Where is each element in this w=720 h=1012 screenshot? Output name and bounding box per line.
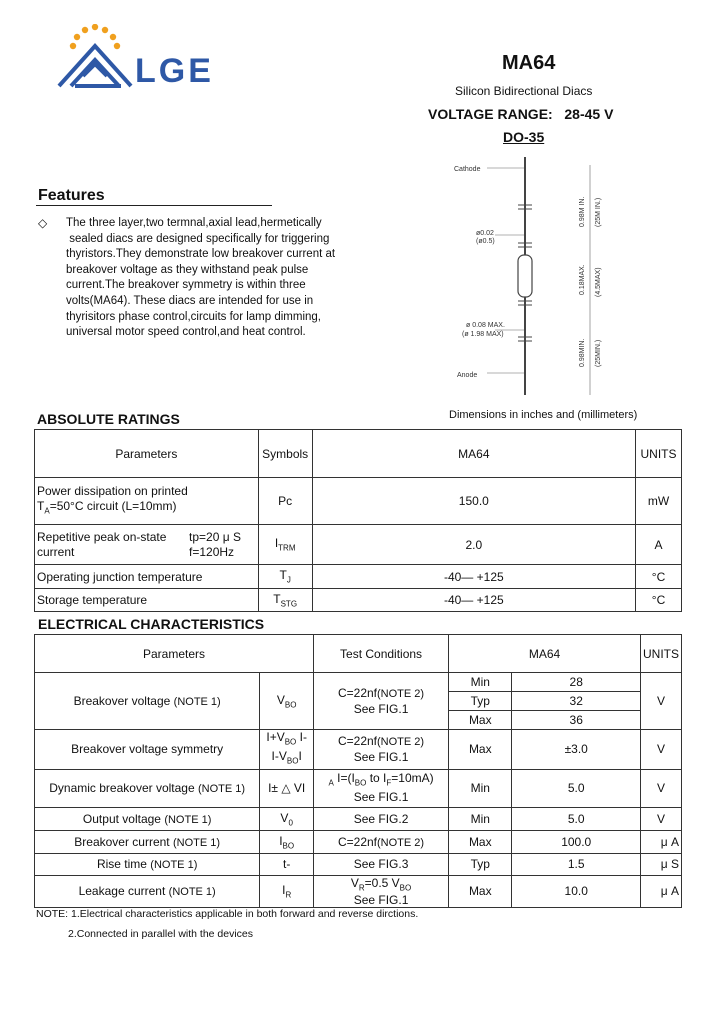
symbol-subscript: BO xyxy=(284,737,297,747)
do35-package-diagram xyxy=(440,155,620,400)
condition-subscript: F xyxy=(386,778,392,788)
note-1: NOTE: 1.Electrical characteristics applicable in both forward and reverse dirctions. xyxy=(36,908,419,920)
param-text: Rise time xyxy=(96,857,147,872)
symbol-text: I-V xyxy=(271,749,287,764)
symbol-text: I xyxy=(298,749,302,764)
feature-line: universal motor speed control,and heat control. xyxy=(66,326,306,339)
symbol-subscript: BO xyxy=(282,840,295,850)
symbol-text: I xyxy=(274,536,279,551)
table-header-row xyxy=(35,430,682,478)
feature-line: current.The breakover symmetry is within three xyxy=(66,279,306,292)
package-name: DO-35 xyxy=(503,129,545,145)
header-ma64: MA64 xyxy=(312,430,635,478)
feature-line: The three layer,two termnal,axial lead,hermetically xyxy=(66,217,322,229)
param-note: (NOTE 1) xyxy=(198,783,246,796)
param-text: Repetitive peak on-state xyxy=(37,529,167,544)
param-cond: tp=20 μ S xyxy=(189,529,241,544)
condition-text: C=22nf xyxy=(337,733,378,748)
table-row xyxy=(35,769,682,807)
absolute-ratings-table xyxy=(34,429,682,612)
param-text: Breakover voltage xyxy=(73,694,171,708)
condition-text: I=(I xyxy=(333,771,355,786)
symbol-subscript: J xyxy=(286,575,291,585)
absolute-ratings-title: ABSOLUTE RATINGS xyxy=(37,411,180,427)
param-text: Leakage current xyxy=(78,884,166,899)
symbol-cell xyxy=(260,730,314,770)
value-cell: 32 xyxy=(512,692,640,711)
condition-line xyxy=(316,734,446,750)
condition-text: =0.5 V xyxy=(364,875,400,890)
feature-line: volts(MA64). These diacs are intended for use in xyxy=(66,294,314,307)
features-divider xyxy=(36,205,272,206)
len2-label: 0.18MAX. xyxy=(579,264,586,295)
param-note: (NOTE 1) xyxy=(168,886,216,899)
condition-line: See FIG.1 xyxy=(353,749,409,764)
cathode-label: Cathode xyxy=(454,166,481,173)
table-row xyxy=(35,478,682,525)
condition-text: V xyxy=(350,875,359,890)
symbol-cell: Pc xyxy=(258,478,312,525)
unit-cell: °C xyxy=(636,565,682,589)
feature-line: breakover voltage as they withstand peak pulse xyxy=(66,263,309,276)
param-cell: Storage temperature xyxy=(35,589,259,612)
unit-cell: °C xyxy=(636,589,682,612)
param-line: Power dissipation on printed xyxy=(37,483,188,498)
table-row xyxy=(35,875,682,907)
symbol-subscript: STG xyxy=(280,599,298,609)
condition-line: See FIG.1 xyxy=(353,790,409,805)
condition-line: See FIG.1 xyxy=(353,701,409,716)
symbol-subscript: BO xyxy=(286,756,299,766)
table-row xyxy=(35,673,682,692)
value-cell: 1.5 xyxy=(512,853,640,875)
symbol-subscript: 0 xyxy=(288,817,293,827)
len1-label: 0.98M IN. xyxy=(579,196,586,227)
symbol-text: V xyxy=(280,810,289,825)
symbol-cell xyxy=(258,525,312,565)
symbol-subscript: TRM xyxy=(278,543,296,553)
param-cell xyxy=(35,769,260,807)
len3-mm-label: (25MIN.) xyxy=(595,339,602,367)
unit-cell: V xyxy=(640,730,681,770)
param-note: (NOTE 1) xyxy=(172,836,221,849)
table-row xyxy=(35,589,682,612)
value-cell: 10.0 xyxy=(512,875,640,907)
condition-cell: See FIG.2 xyxy=(314,807,449,830)
unit-cell: μ S xyxy=(640,853,681,875)
condition-text: to I xyxy=(366,771,387,786)
symbol-text: I xyxy=(282,883,286,898)
condition-cell xyxy=(314,730,449,770)
limit-cell: Typ xyxy=(449,692,512,711)
param-rest: =50°C circuit (L=10mm) xyxy=(49,498,177,513)
symbol-text: I+V xyxy=(266,730,285,744)
condition-text: =10mA) xyxy=(391,771,434,786)
param-text: Breakover current xyxy=(74,834,170,849)
param-text: Output voltage xyxy=(82,811,161,826)
symbol-cell xyxy=(260,830,314,853)
condition-line xyxy=(316,771,446,790)
value-cell: 100.0 xyxy=(512,830,640,853)
symbol-line xyxy=(262,730,311,749)
symbol-cell: t- xyxy=(260,853,314,875)
condition-line: See FIG.1 xyxy=(353,893,409,908)
value-cell: 150.0 xyxy=(312,478,635,525)
symbol-cell xyxy=(260,807,314,830)
condition-subscript: BO xyxy=(399,883,412,893)
param-text: current xyxy=(37,544,75,559)
param-cell xyxy=(35,525,259,565)
condition-line xyxy=(316,876,446,894)
feature-line: sealed diacs are designed specifically for triggering xyxy=(66,232,330,245)
unit-cell: V xyxy=(640,673,681,730)
condition-cell: See FIG.3 xyxy=(314,853,449,875)
len1-mm-label: (25M IN.) xyxy=(595,197,602,227)
param-cell xyxy=(35,807,260,830)
condition-note: (NOTE 2) xyxy=(377,836,425,849)
value-cell: 36 xyxy=(512,711,640,730)
param-cell xyxy=(35,478,259,525)
table-row xyxy=(35,525,682,565)
symbol-cell xyxy=(260,875,314,907)
unit-cell: V xyxy=(640,769,681,807)
table-row xyxy=(35,807,682,830)
condition-text: C=22nf xyxy=(337,834,378,849)
header-ma64: MA64 xyxy=(449,635,641,673)
value-cell: ±3.0 xyxy=(512,730,640,770)
symbol-text: I xyxy=(279,833,283,848)
condition-note: (NOTE 2) xyxy=(377,735,425,748)
diamond-bullet-icon: ◇ xyxy=(38,216,48,230)
header-parameters: Parameters xyxy=(35,635,314,673)
param-cell xyxy=(35,830,260,853)
part-number: MA64 xyxy=(502,52,556,74)
limit-cell: Max xyxy=(449,875,512,907)
limit-cell: Min xyxy=(449,673,512,692)
condition-line xyxy=(316,686,446,702)
param-line xyxy=(37,499,256,518)
condition-cell xyxy=(314,830,449,853)
param-subscript: A xyxy=(44,506,50,516)
limit-cell: Min xyxy=(449,807,512,830)
header-units: UNITS xyxy=(636,430,682,478)
symbol-cell xyxy=(260,673,314,730)
param-line xyxy=(37,545,256,560)
brand-name: LGE xyxy=(135,52,214,90)
symbol-subscript: R xyxy=(285,890,292,900)
param-line xyxy=(37,530,256,545)
value-cell: -40— +125 xyxy=(312,565,635,589)
features-title: Features xyxy=(38,187,105,204)
lead-dia-mm-label: (ø0.5) xyxy=(476,238,495,245)
condition-note: (NOTE 2) xyxy=(377,687,425,700)
param-cell: Breakover voltage symmetry xyxy=(35,730,260,770)
feature-line: thyrisitors phase control,circuits for lamp dimming, xyxy=(66,310,321,323)
lead-dia-label: ø0.02 xyxy=(476,230,494,237)
table-row xyxy=(35,853,682,875)
param-note: (NOTE 1) xyxy=(150,859,198,872)
limit-cell: Max xyxy=(449,730,512,770)
param-note: (NOTE 1) xyxy=(164,813,212,826)
dimensions-note: Dimensions in inches and (millimeters) xyxy=(449,409,638,421)
condition-cell xyxy=(314,875,449,907)
condition-cell xyxy=(314,673,449,730)
limit-cell: Max xyxy=(449,830,512,853)
symbol-text: V xyxy=(276,692,285,707)
unit-cell: A xyxy=(636,525,682,565)
voltage-range: VOLTAGE RANGE: 28-45 V xyxy=(428,106,614,122)
anode-label: Anode xyxy=(457,372,478,379)
len3-label: 0.98MIN. xyxy=(579,338,586,367)
feature-line: thyristors.They demonstrate low breakover current at xyxy=(66,248,336,261)
limit-cell: Max xyxy=(449,711,512,730)
symbol-cell xyxy=(258,565,312,589)
body-dia-mm-label: (ø 1.98 MAX) xyxy=(462,331,504,338)
table-header-row xyxy=(35,635,682,673)
value-cell: 2.0 xyxy=(312,525,635,565)
electrical-characteristics-title: ELECTRICAL CHARACTERISTICS xyxy=(38,616,265,632)
value-cell: 5.0 xyxy=(512,769,640,807)
symbol-text: T xyxy=(273,591,281,606)
symbol-cell xyxy=(258,589,312,612)
condition-subscript: R xyxy=(358,883,365,893)
header-test-conditions: Test Conditions xyxy=(314,635,449,673)
condition-subscript: BO xyxy=(354,778,367,788)
value-cell: -40— +125 xyxy=(312,589,635,612)
symbol-text: T xyxy=(279,568,287,583)
symbol-cell: I± △ VI xyxy=(260,769,314,807)
value-cell: 28 xyxy=(512,673,640,692)
condition-cell xyxy=(314,769,449,807)
electrical-characteristics-table xyxy=(34,634,682,908)
param-cond: f=120Hz xyxy=(189,544,235,559)
len2-mm-label: (4.5MAX) xyxy=(595,267,602,297)
param-cell xyxy=(35,875,260,907)
table-row xyxy=(35,730,682,770)
param-note: (NOTE 1) xyxy=(173,696,221,708)
unit-cell: μ A xyxy=(640,830,681,853)
header-parameters: Parameters xyxy=(35,430,259,478)
param-cell xyxy=(35,853,260,875)
condition-text: C=22nf xyxy=(337,685,378,700)
features-text xyxy=(66,216,351,341)
header-symbols: Symbols xyxy=(258,430,312,478)
note-2: 2.Connected in parallel with the devices xyxy=(68,928,254,940)
lge-logo xyxy=(55,24,135,92)
value-cell: 5.0 xyxy=(512,807,640,830)
limit-cell: Min xyxy=(449,769,512,807)
header-units: UNITS xyxy=(640,635,681,673)
unit-cell: μ A xyxy=(640,875,681,907)
symbol-subscript: BO xyxy=(284,700,297,710)
limit-cell: Typ xyxy=(449,853,512,875)
unit-cell: V xyxy=(640,807,681,830)
symbol-line xyxy=(262,749,311,768)
param-cell: Operating junction temperature xyxy=(35,565,259,589)
param-text: Dynamic breakover voltage xyxy=(49,781,195,796)
condition-subscript: A xyxy=(328,778,334,788)
subtitle: Silicon Bidirectional Diacs xyxy=(455,84,593,98)
body-dia-label: ø 0.08 MAX. xyxy=(466,322,505,329)
symbol-text: I- xyxy=(296,730,307,744)
table-row xyxy=(35,830,682,853)
unit-cell: mW xyxy=(636,478,682,525)
table-row xyxy=(35,565,682,589)
param-symbol: T xyxy=(37,498,45,513)
param-cell xyxy=(35,673,260,730)
